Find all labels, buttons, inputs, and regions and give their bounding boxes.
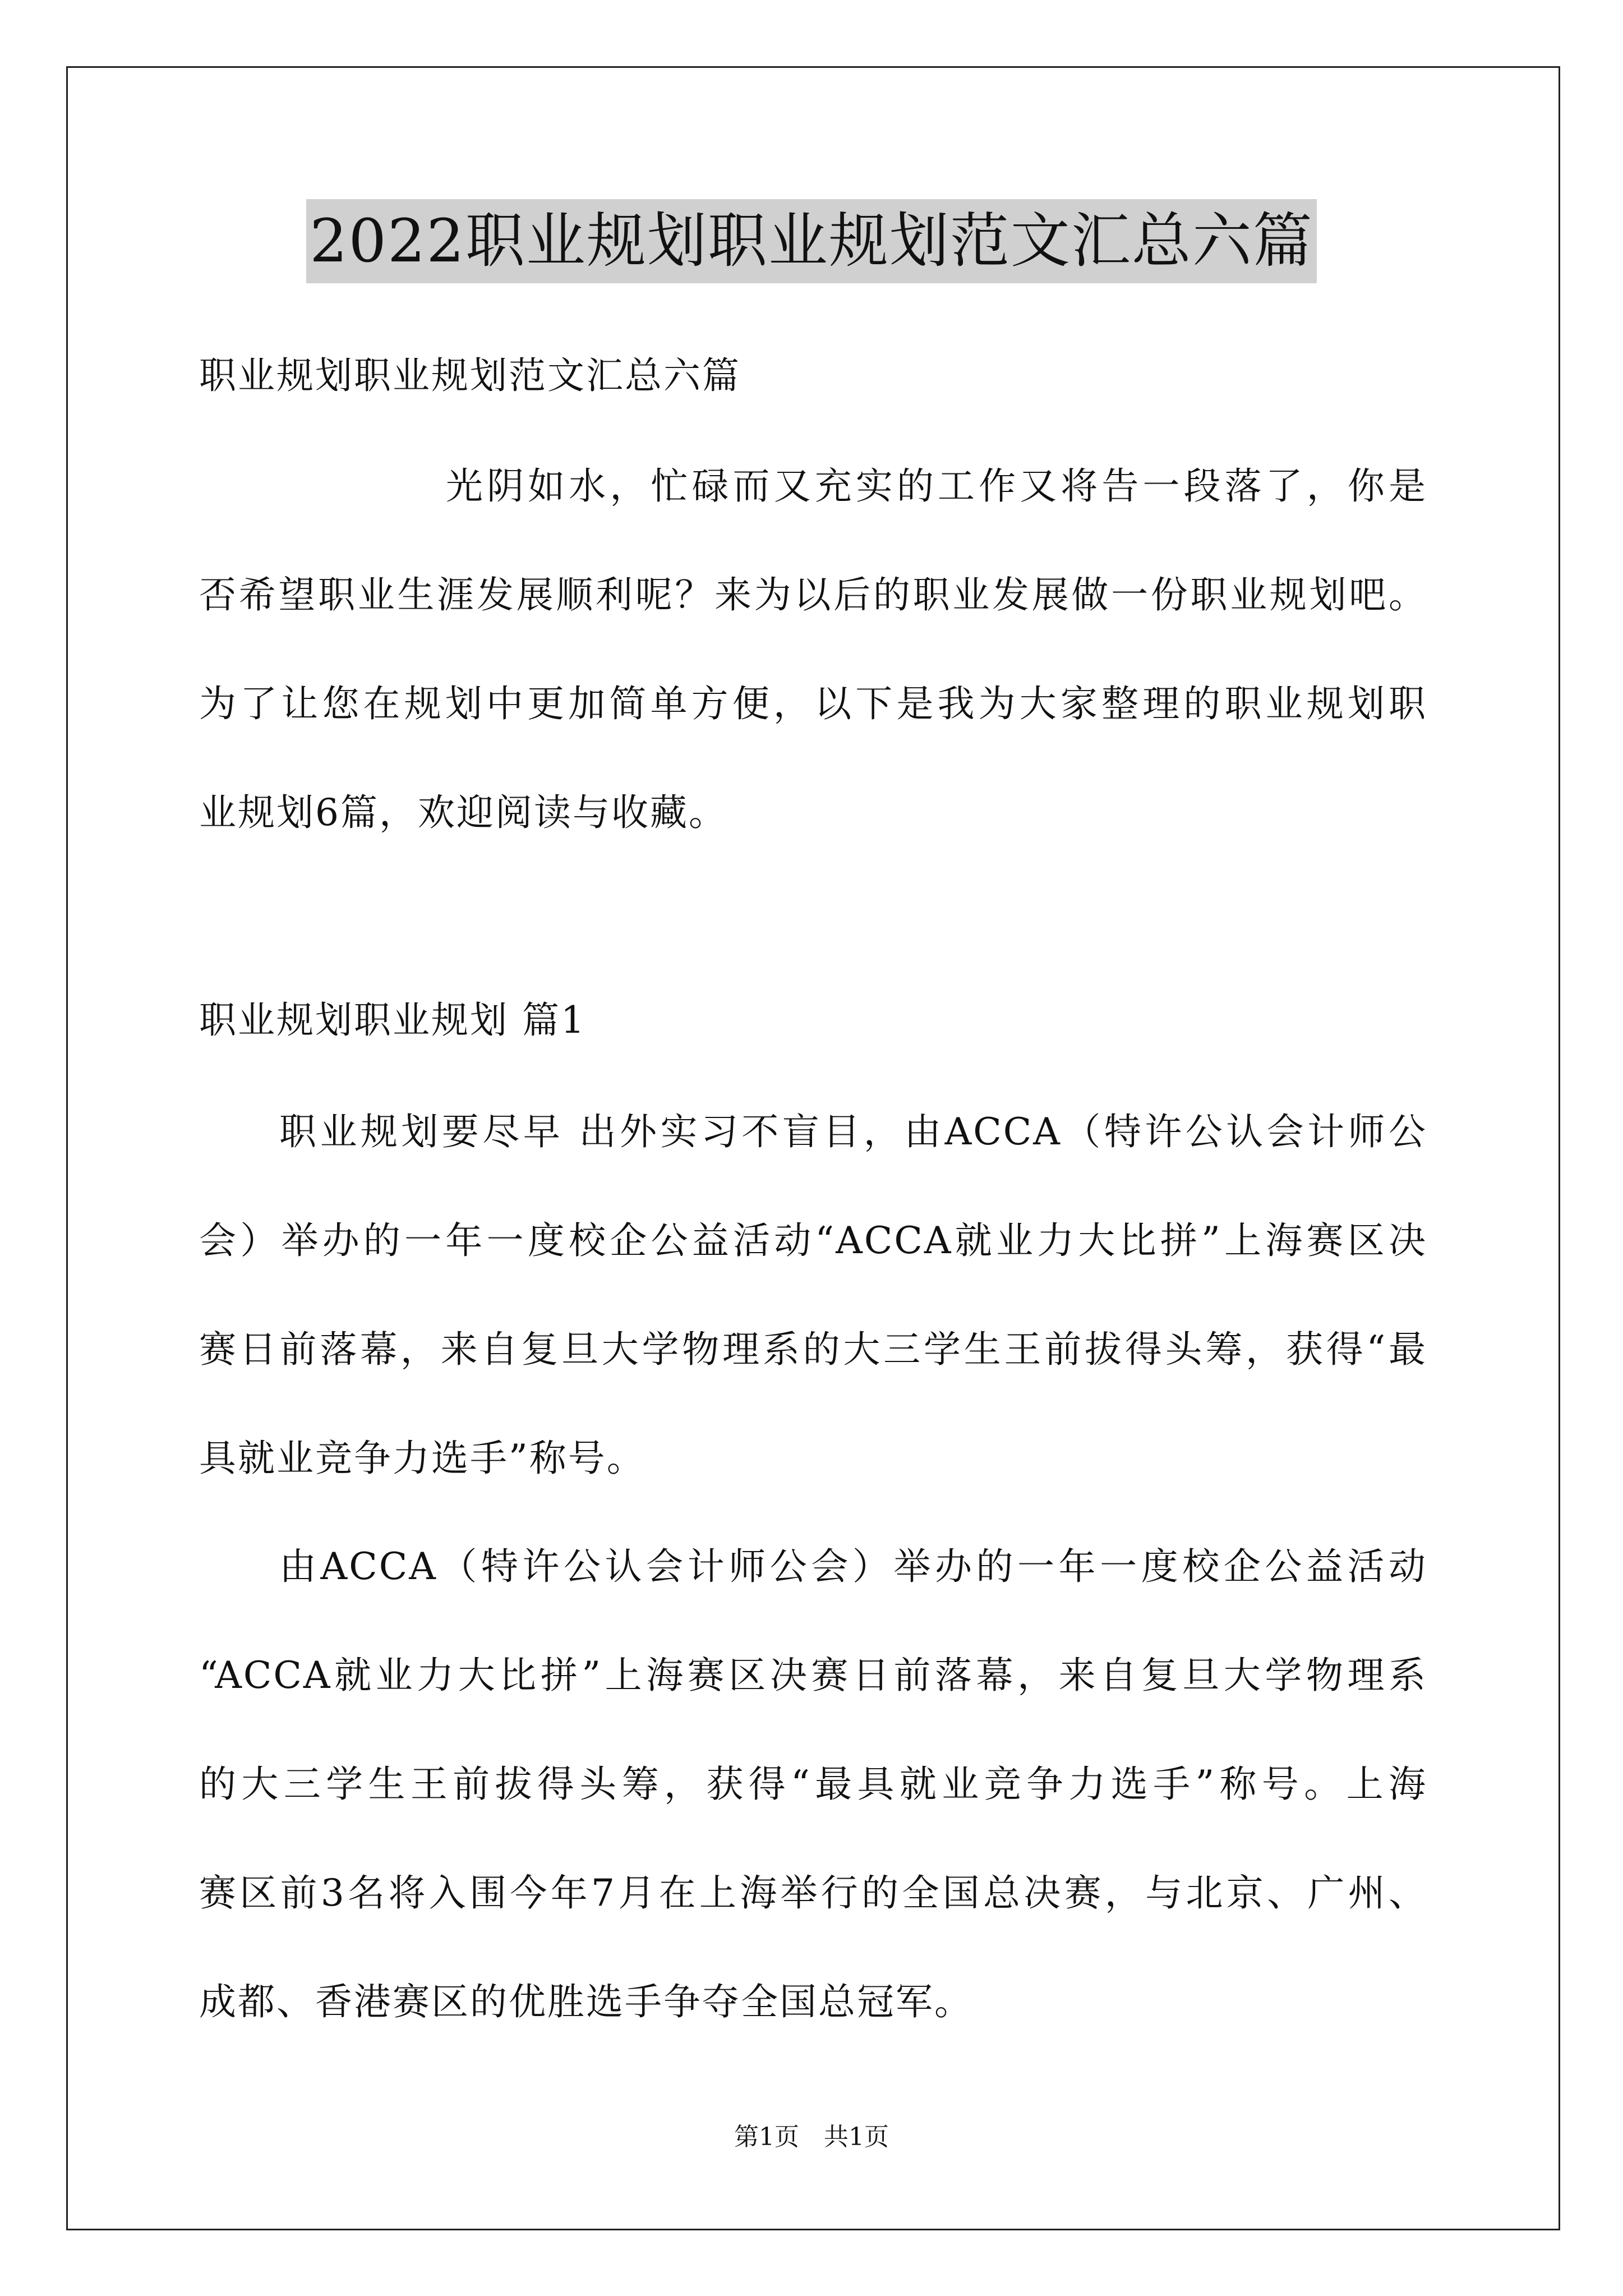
para2-line-2: “ACCA就业力大比拼”上海赛区决赛日前落幕，来自复旦大学物理系 xyxy=(199,1654,1427,1697)
para1-line-3: 赛日前落幕，来自复旦大学物理系的大三学生王前拔得头筹，获得“最 xyxy=(199,1328,1427,1371)
para2-line-4: 赛区前3名将入围今年7月在上海举行的全国总决赛，与北京、广州、 xyxy=(199,1871,1427,1915)
intro-line-1: 光阴如水，忙碌而又充实的工作又将告一段落了，你是 xyxy=(446,464,1427,508)
para1-line-4: 具就业竞争力选手”称号。 xyxy=(199,1437,645,1480)
para2-line-1: 由ACCA（特许公认会计师公会）举办的一年一度校企公益活动 xyxy=(279,1545,1427,1588)
intro-line-3: 为了让您在规划中更加简单方便，以下是我为大家整理的职业规划职 xyxy=(199,682,1427,725)
page-footer: 第1页 共1页 xyxy=(734,2123,889,2151)
document-subtitle: 职业规划职业规划范文汇总六篇 xyxy=(199,354,741,397)
para1-line-1: 职业规划要尽早 出外实习不盲目，由ACCA（特许公认会计师公 xyxy=(279,1110,1427,1153)
intro-line-2: 否希望职业生涯发展顺利呢？来为以后的职业发展做一份职业规划吧。 xyxy=(199,573,1427,616)
para1-line-2: 会）举办的一年一度校企公益活动“ACCA就业力大比拼”上海赛区决 xyxy=(199,1219,1427,1262)
intro-line-4: 业规划6篇，欢迎阅读与收藏。 xyxy=(199,791,727,834)
document-title xyxy=(0,199,1623,283)
para2-line-3: 的大三学生王前拔得头筹，获得“最具就业竞争力选手”称号。上海 xyxy=(199,1763,1427,1806)
section-heading: 职业规划职业规划 篇1 xyxy=(199,999,586,1042)
para2-line-5: 成都、香港赛区的优胜选手争夺全国总冠军。 xyxy=(199,1980,973,2023)
document-title-text: 2022职业规划职业规划范文汇总六篇 xyxy=(306,199,1317,283)
